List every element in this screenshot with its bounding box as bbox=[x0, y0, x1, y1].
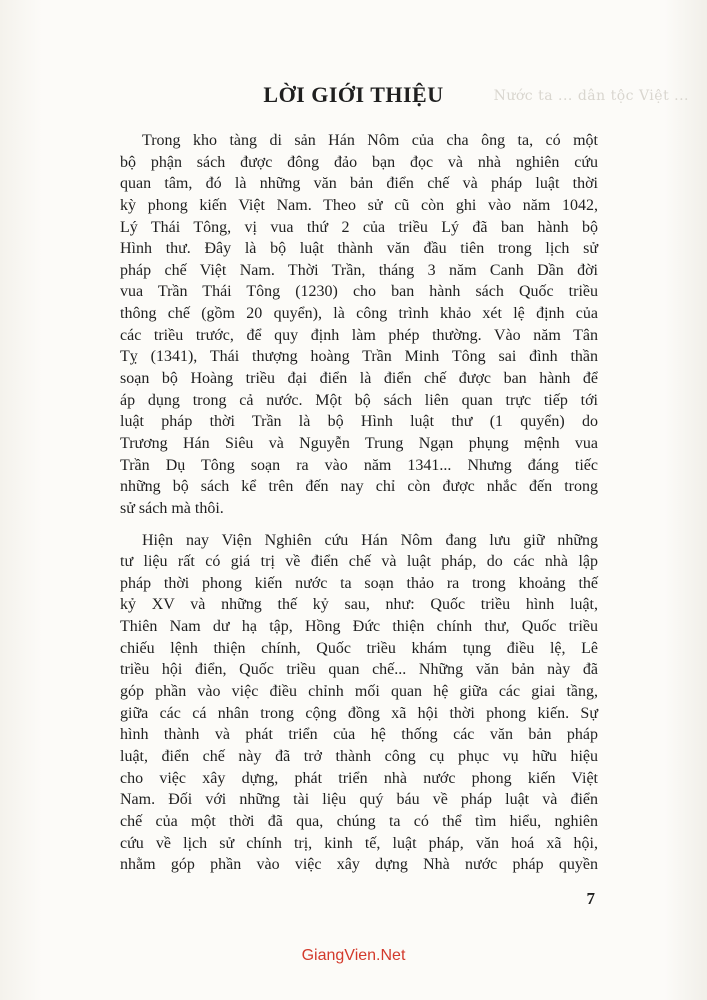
text-line: chiếu lệnh thiện chính, Quốc triều khám tụng điều lệ, Lê bbox=[120, 639, 598, 657]
text-line: cứu về lịch sử chính trị, kinh tế, luật pháp, văn hoá xã hội, bbox=[120, 834, 598, 852]
text-line: bộ phận sách được đông đảo bạn đọc và nhà nghiên cứu bbox=[120, 153, 598, 171]
text-line: Trương Hán Siêu và Nguyễn Trung Ngạn phụng mệnh vua bbox=[120, 434, 598, 452]
text-line: soạn bộ Hoàng triều đại điển là điển chế được ban hành để bbox=[120, 370, 598, 388]
text-line: chế của một thời đã qua, chúng ta có thể tìm hiểu, nghiên bbox=[120, 812, 598, 830]
text-line: Hiện nay Viện Nghiên cứu Hán Nôm đang lưu giữ những bbox=[142, 531, 598, 549]
bleed-through-text: Nước ta ... dân tộc Việt ... bbox=[493, 88, 689, 104]
text-line: kỳ phong kiến Việt Nam. Theo sử cũ còn ghi vào năm 1042, bbox=[120, 196, 598, 214]
text-line: Trong kho tàng di sản Hán Nôm của cha ông ta, có một bbox=[142, 132, 598, 149]
text-line: áp dụng trong cả nước. Một bộ sách liên quan trực tiếp tới bbox=[120, 391, 598, 409]
page-number: 7 bbox=[586, 889, 595, 908]
body-text bbox=[120, 130, 598, 876]
text-line: những bộ sách kể trên đến nay chỉ còn được nhắc đến trong bbox=[120, 478, 598, 496]
page-title: LỜI GIỚI THIỆU bbox=[263, 82, 444, 107]
text-line: Thiên Nam dư hạ tập, Hồng Đức thiện chính thư, Quốc triều bbox=[120, 618, 598, 636]
text-line: Hình thư. Đây là bộ luật thành văn đầu tiên trong lịch sử bbox=[120, 240, 598, 258]
paragraph-gap bbox=[120, 520, 598, 530]
text-line: giữa các cá nhân trong cộng đồng xã hội thời phong kiến. Sự bbox=[120, 704, 598, 722]
text-line: luật, điển chế này đã trở thành công cụ phục vụ hữu hiệu bbox=[120, 747, 598, 765]
text-line: các triều trước, để quy định làm phép thường. Vào năm Tân bbox=[120, 326, 598, 344]
text-line: kỷ XV và những thế kỷ sau, như: Quốc triều hình luật, bbox=[120, 596, 598, 614]
text-line: Tỵ (1341), Thái thượng hoàng Trần Minh Tông sai đình thần bbox=[120, 348, 598, 366]
text-line: vua Trần Thái Tông (1230) cho ban hành sách Quốc triều bbox=[120, 283, 598, 301]
text-line: sử sách mà thôi. bbox=[120, 499, 224, 517]
text-line: Nam. Đối với những tài liệu quý báu về pháp luật và điển bbox=[120, 791, 598, 809]
text-line: nhằm góp phần vào việc xây dựng Nhà nước pháp quyền bbox=[120, 856, 598, 874]
text-line: Lý Thái Tông, vị vua thứ 2 của triều Lý đã ban hành bộ bbox=[120, 218, 598, 236]
watermark: GiangVien.Net bbox=[301, 947, 406, 964]
text-line: quan tâm, đó là những văn bản điển chế và pháp luật thời bbox=[120, 175, 598, 193]
text-line: góp phần vào việc điều chỉnh mối quan hệ giữa các giai tầng, bbox=[120, 683, 598, 701]
text-line: pháp chế Việt Nam. Thời Trần, tháng 3 năm Canh Dần đời bbox=[120, 261, 598, 279]
text-line: cho việc xây dựng, phát triển nhà nước phong kiến Việt bbox=[120, 769, 598, 787]
text-line: Trần Dụ Tông soạn ra vào năm 1341... Nhưng đáng tiếc bbox=[120, 456, 598, 474]
text-line: pháp thời phong kiến nước ta soạn thảo ra trong khoảng thế bbox=[120, 574, 598, 592]
text-line: tư liệu rất có giá trị về điển chế và luật pháp, do các nhà lập bbox=[120, 553, 598, 571]
text-line: thông chế (gồm 20 quyển), là công trình khảo xét lệ định của bbox=[120, 305, 598, 323]
text-line: hình thành và phát triển của hệ thống các văn bản pháp bbox=[120, 726, 598, 744]
text-line: triều hội điển, Quốc triều quan chế... Những văn bản này đã bbox=[120, 661, 598, 679]
text-line: luật pháp thời Trần là bộ Hình luật thư (1 quyển) do bbox=[120, 413, 598, 431]
